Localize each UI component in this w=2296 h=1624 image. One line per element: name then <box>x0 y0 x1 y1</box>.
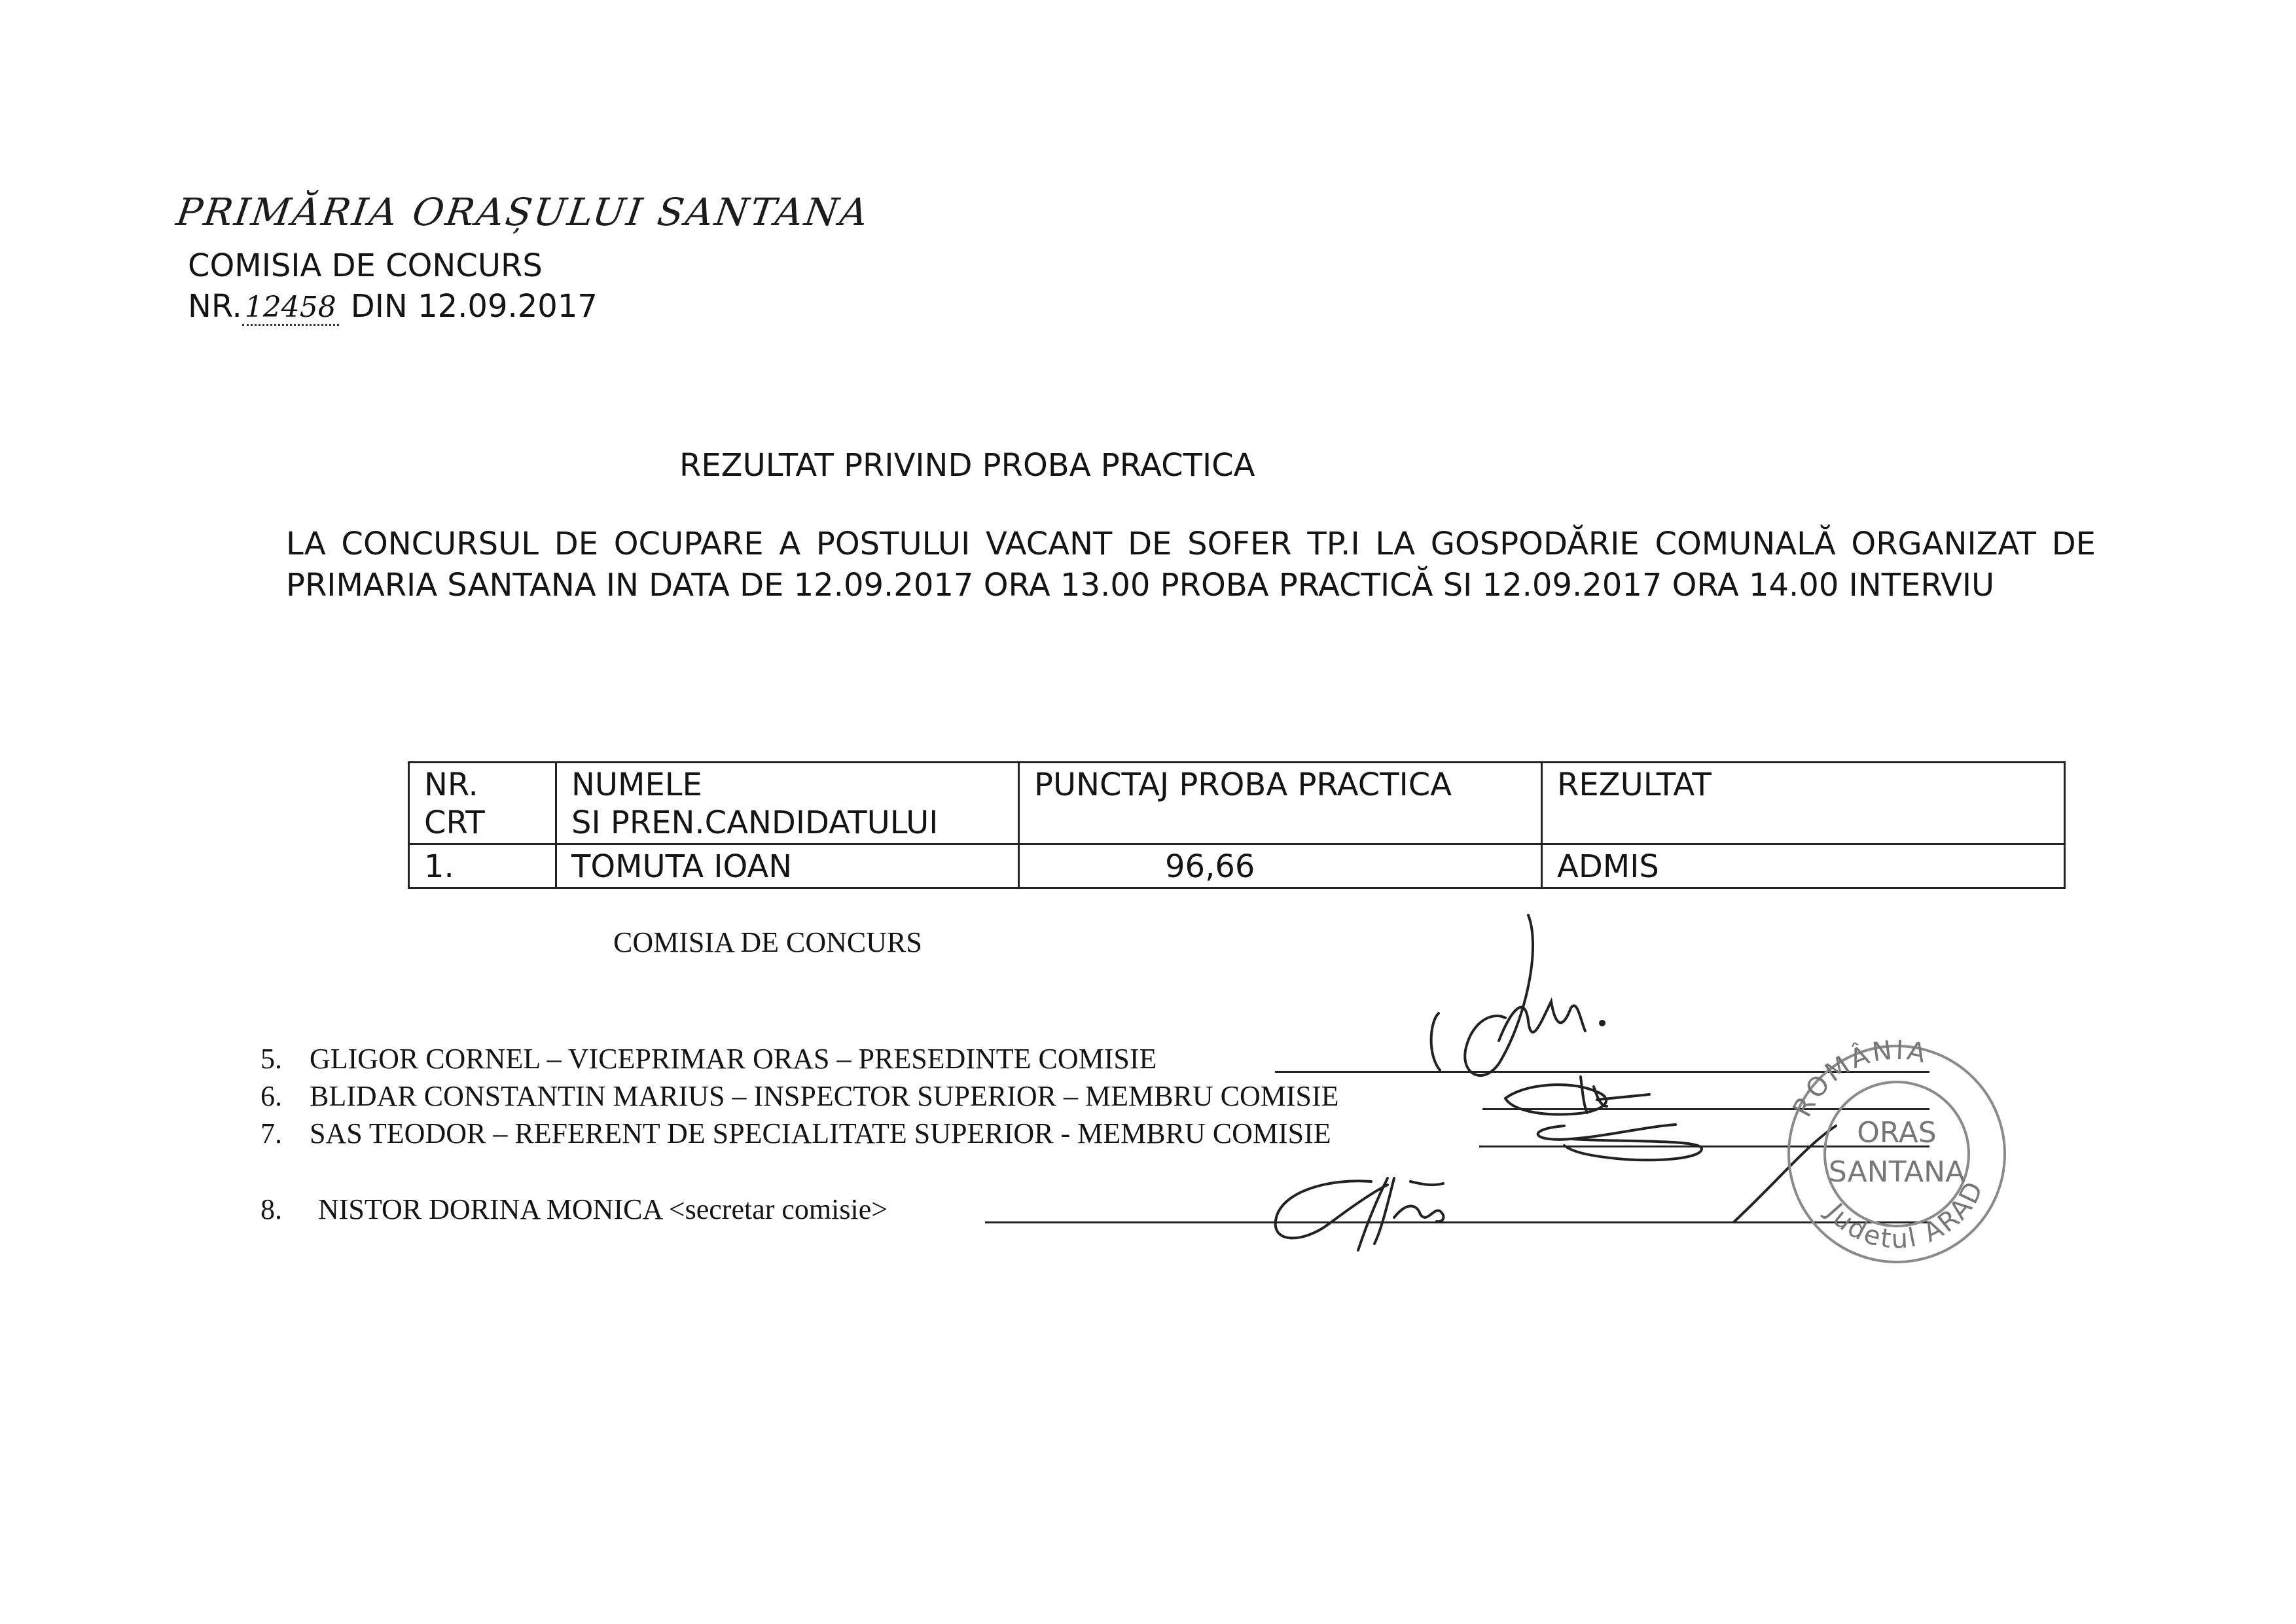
signature-line <box>1482 1108 1929 1110</box>
table-row <box>409 844 2065 888</box>
header-score: PUNCTAJ PROBA PRACTICA <box>1019 763 1542 844</box>
committee-member: 8. NISTOR DORINA MONICA <secretar comisie> <box>260 1193 888 1225</box>
stamp-mid-text-2: SANTANA <box>1828 1155 1965 1189</box>
signature-line <box>1275 1071 1929 1073</box>
cell-result: ADMIS <box>1542 844 2065 888</box>
document-title: REZULTAT PRIVIND PROBA PRACTICA <box>679 447 1255 484</box>
cell-score: 96,66 <box>1019 844 1542 888</box>
committee-title: COMISIA DE CONCURS <box>613 926 922 958</box>
committee-member: 5. GLIGOR CORNEL – VICEPRIMAR ORAS – PRESEDINTE COMISIE <box>260 1043 1157 1075</box>
stamp-mid-text-1: ORAS <box>1857 1116 1937 1149</box>
header-nr-crt: NR. CRT <box>409 763 556 844</box>
committee-heading: COMISIA DE CONCURS <box>188 247 543 284</box>
cell-name: TOMUTA IOAN <box>556 844 1019 888</box>
committee-member: 7. SAS TEODOR – REFERENT DE SPECIALITATE SUPERIOR - MEMBRU COMISIE <box>260 1117 1331 1149</box>
nr-number-handwritten: 12458 <box>242 291 339 326</box>
institution-handwritten: PRIMĂRIA ORAȘULUI SANTANA <box>173 190 873 234</box>
signature-1 <box>1431 915 1604 1075</box>
header-result: REZULTAT <box>1542 763 2065 844</box>
signature-line <box>1479 1146 1929 1147</box>
intro-paragraph: LA CONCURSUL DE OCUPARE A POSTULUI VACANT DE SOFER TP.I LA GOSPODĂRIE COMUNALĂ ORGANIZAT DE PRIMARIA SANTANA IN DATA DE 12.09.2017 ORA 13.00 PROBA PRACTICĂ SI 12.09.2017 ORA 14.00 INTERVIU <box>286 526 2096 604</box>
cell-nr: 1. <box>409 844 556 888</box>
signature-line <box>985 1221 1929 1223</box>
stamp-bottom-text: Judetul ARAD <box>1820 1175 1990 1255</box>
signature-3 <box>1538 1125 1836 1221</box>
stamp-top-text: ROMÂNIA <box>1787 1035 1931 1122</box>
official-stamp <box>1789 1046 2005 1262</box>
signature-4 <box>1276 1178 1444 1250</box>
nr-date: DIN 12.09.2017 <box>350 288 598 325</box>
results-table <box>408 761 2066 889</box>
nr-prefix: NR. <box>188 288 242 325</box>
registration-number <box>188 288 598 326</box>
committee-member: 6. BLIDAR CONSTANTIN MARIUS – INSPECTOR SUPERIOR – MEMBRU COMISIE <box>260 1080 1339 1112</box>
table-header-row <box>409 763 2065 844</box>
header-candidate-name: NUMELE SI PREN.CANDIDATULUI <box>556 763 1019 844</box>
